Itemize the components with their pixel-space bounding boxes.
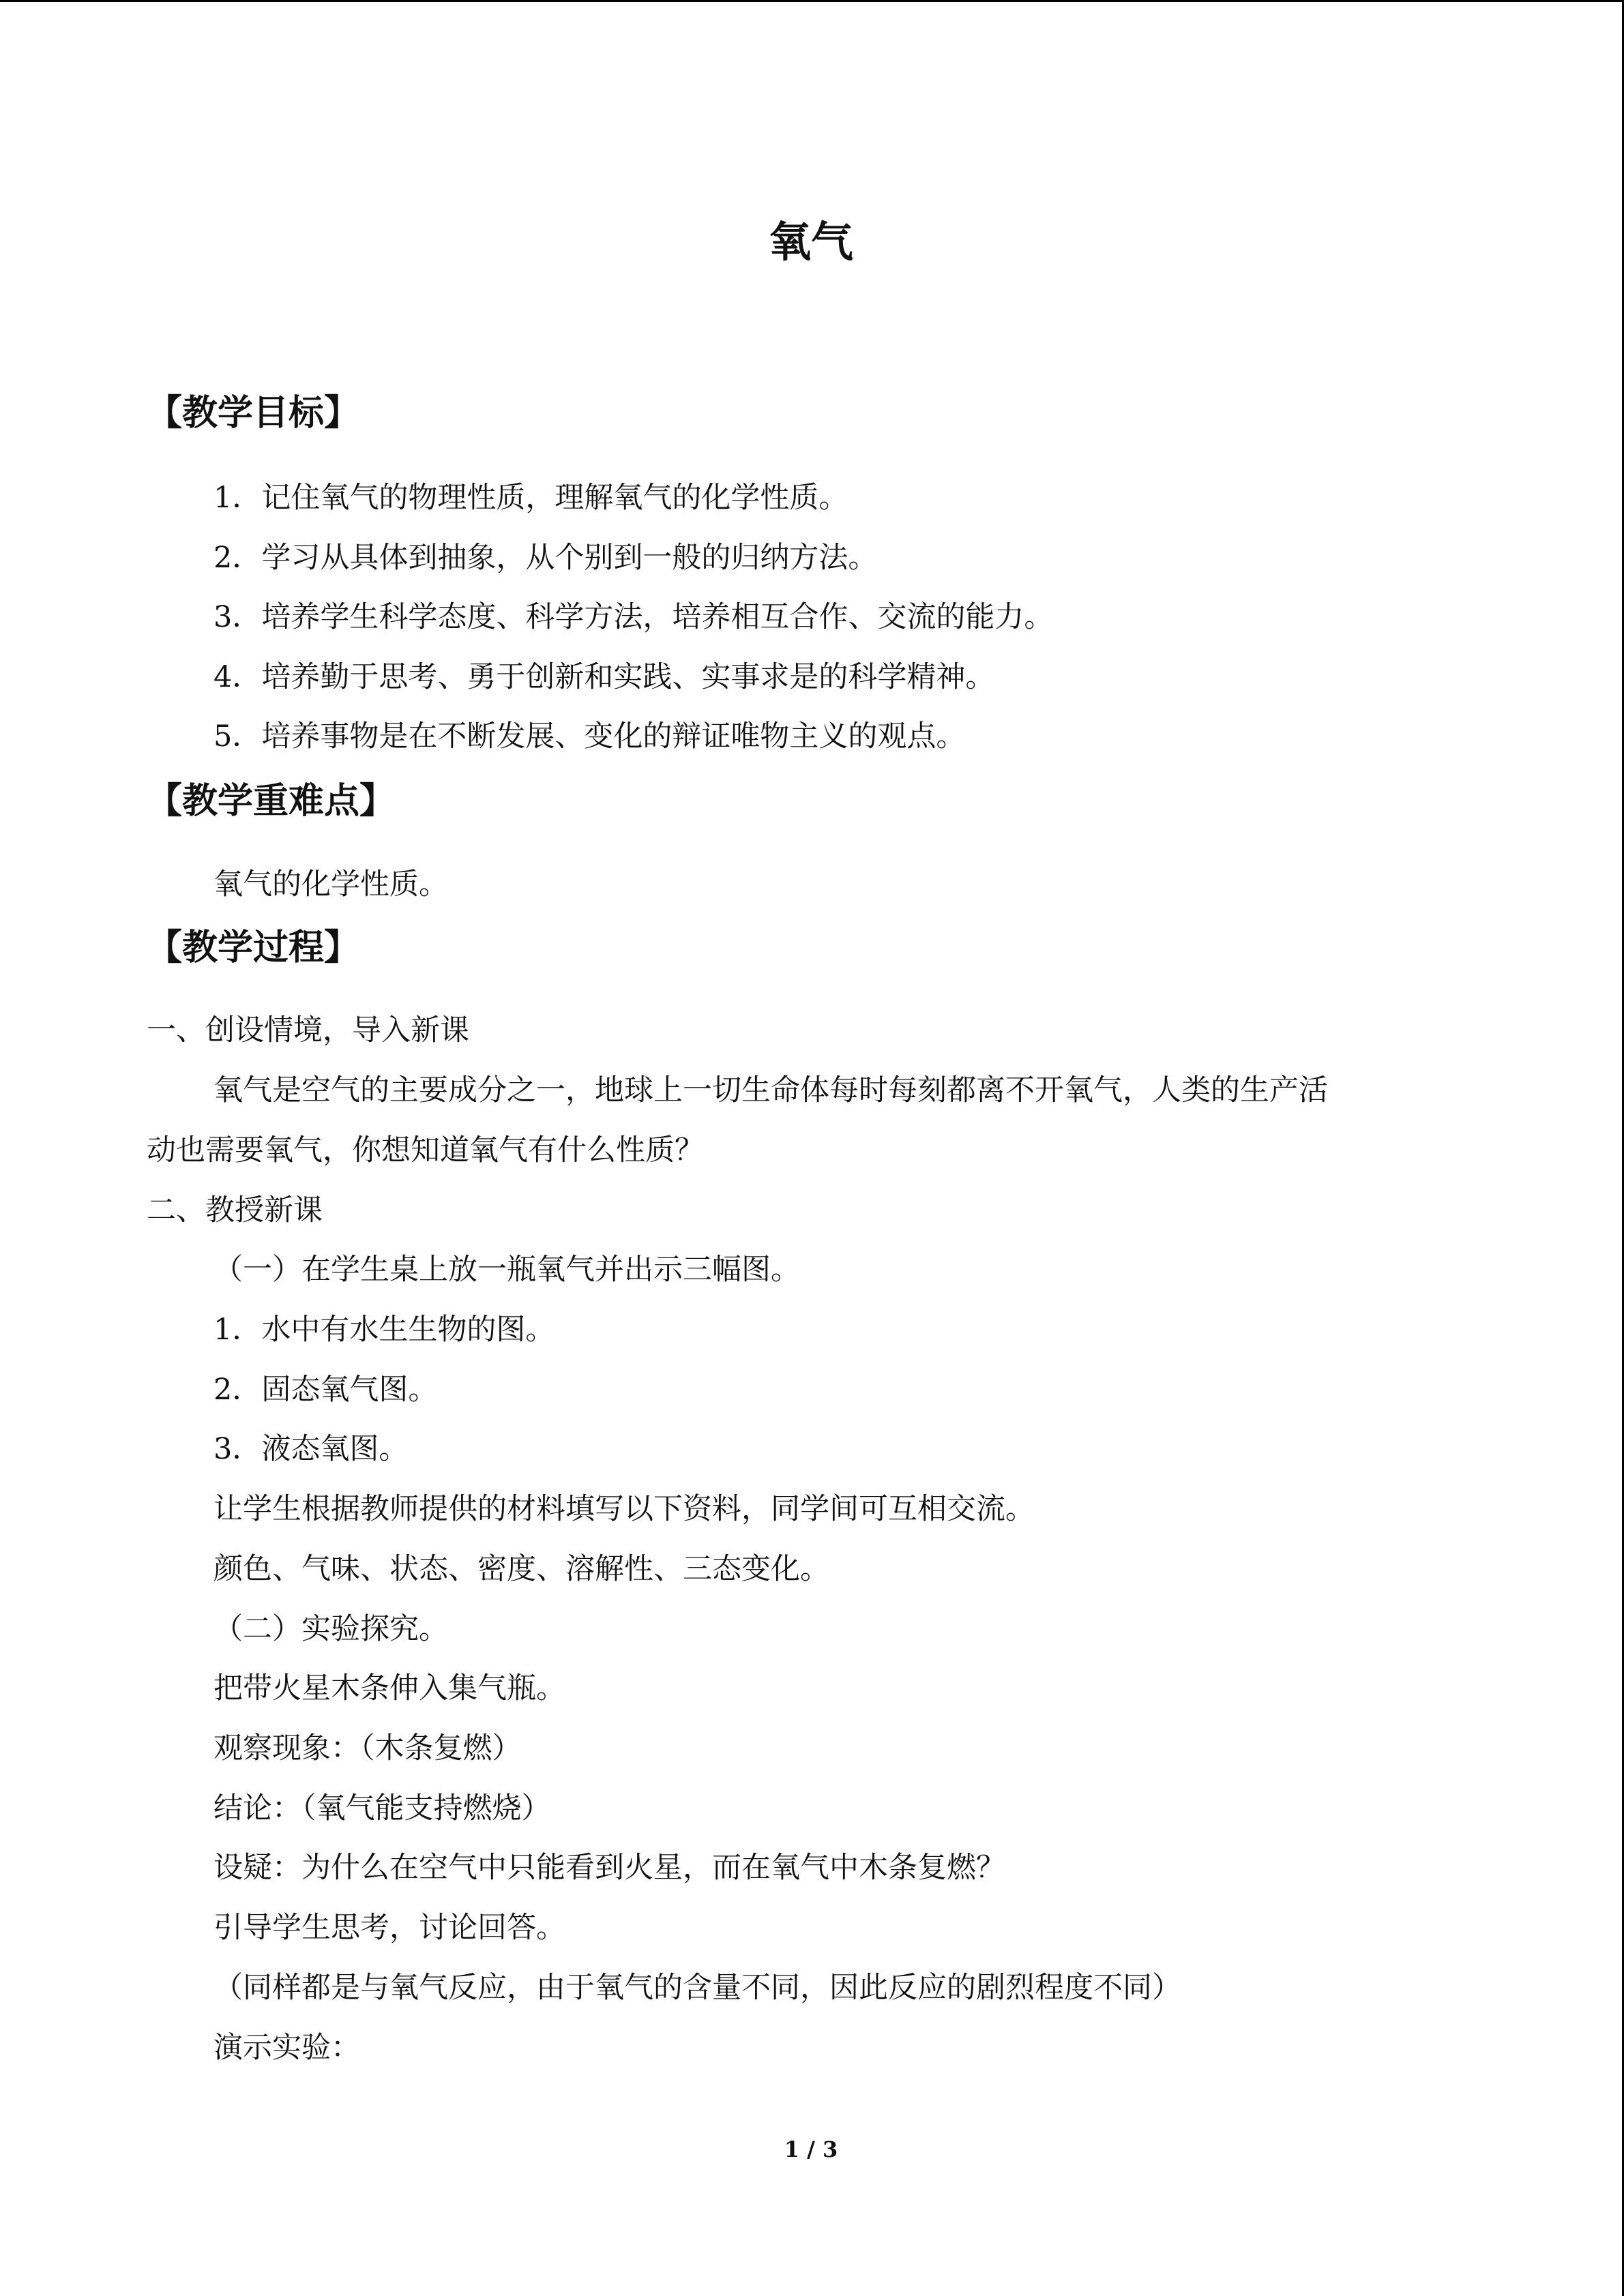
objective-item-3: 3．培养学生科学态度、科学方法，培养相互合作、交流的能力。 bbox=[213, 600, 1054, 634]
section-2-line: 演示实验： bbox=[213, 2031, 360, 2065]
section-2-line: 2．固态氧气图。 bbox=[213, 1373, 438, 1407]
page-number: 1 / 3 bbox=[784, 2136, 838, 2162]
process-heading: 【教学过程】 bbox=[147, 927, 360, 968]
section-2-line: 结论：（氧气能支持燃烧） bbox=[213, 1791, 551, 1825]
section-2-line: 观察现象：（木条复燃） bbox=[213, 1731, 522, 1765]
section-2-line: （一）在学生桌上放一瓶氧气并出示三幅图。 bbox=[213, 1253, 800, 1287]
key-points-heading: 【教学重难点】 bbox=[147, 781, 396, 822]
section-2-line: （同样都是与氧气反应，由于氧气的含量不同，因此反应的剧烈程度不同） bbox=[213, 1971, 1181, 2005]
section-2-line: 颜色、气味、状态、密度、溶解性、三态变化。 bbox=[213, 1552, 829, 1586]
section-2-line: 设疑：为什么在空气中只能看到火星，而在氧气中木条复燃？ bbox=[213, 1851, 1005, 1885]
objective-item-4: 4．培养勤于思考、勇于创新和实践、实事求是的科学精神。 bbox=[213, 660, 995, 694]
objective-item-1: 1．记住氧气的物理性质，理解氧气的化学性质。 bbox=[213, 481, 848, 515]
section-2-line: 3．液态氧图。 bbox=[213, 1432, 409, 1466]
section-2-line: （二）实验探究。 bbox=[213, 1612, 448, 1646]
objective-item-2: 2．学习从具体到抽象，从个别到一般的归纳方法。 bbox=[213, 541, 878, 575]
key-points-text: 氧气的化学性质。 bbox=[213, 867, 448, 901]
section-2-title: 二、教授新课 bbox=[147, 1193, 323, 1227]
page-title: 氧气 bbox=[768, 217, 853, 267]
section-2-line: 让学生根据教师提供的材料填写以下资料，同学间可互相交流。 bbox=[213, 1492, 1035, 1526]
objective-item-5: 5．培养事物是在不断发展、变化的辩证唯物主义的观点。 bbox=[213, 719, 966, 754]
section-1-paragraph-line-2: 动也需要氧气，你想知道氧气有什么性质？ bbox=[147, 1133, 704, 1167]
section-1-paragraph-line-1: 氧气是空气的主要成分之一，地球上一切生命体每时每刻都离不开氧气，人类的生产活 bbox=[213, 1073, 1328, 1107]
section-2-line: 引导学生思考，讨论回答。 bbox=[213, 1911, 565, 1945]
section-2-line: 把带火星木条伸入集气瓶。 bbox=[213, 1671, 565, 1705]
section-1-title: 一、创设情境，导入新课 bbox=[147, 1013, 469, 1047]
objectives-heading: 【教学目标】 bbox=[147, 393, 360, 434]
section-2-line: 1．水中有水生生物的图。 bbox=[213, 1313, 555, 1347]
